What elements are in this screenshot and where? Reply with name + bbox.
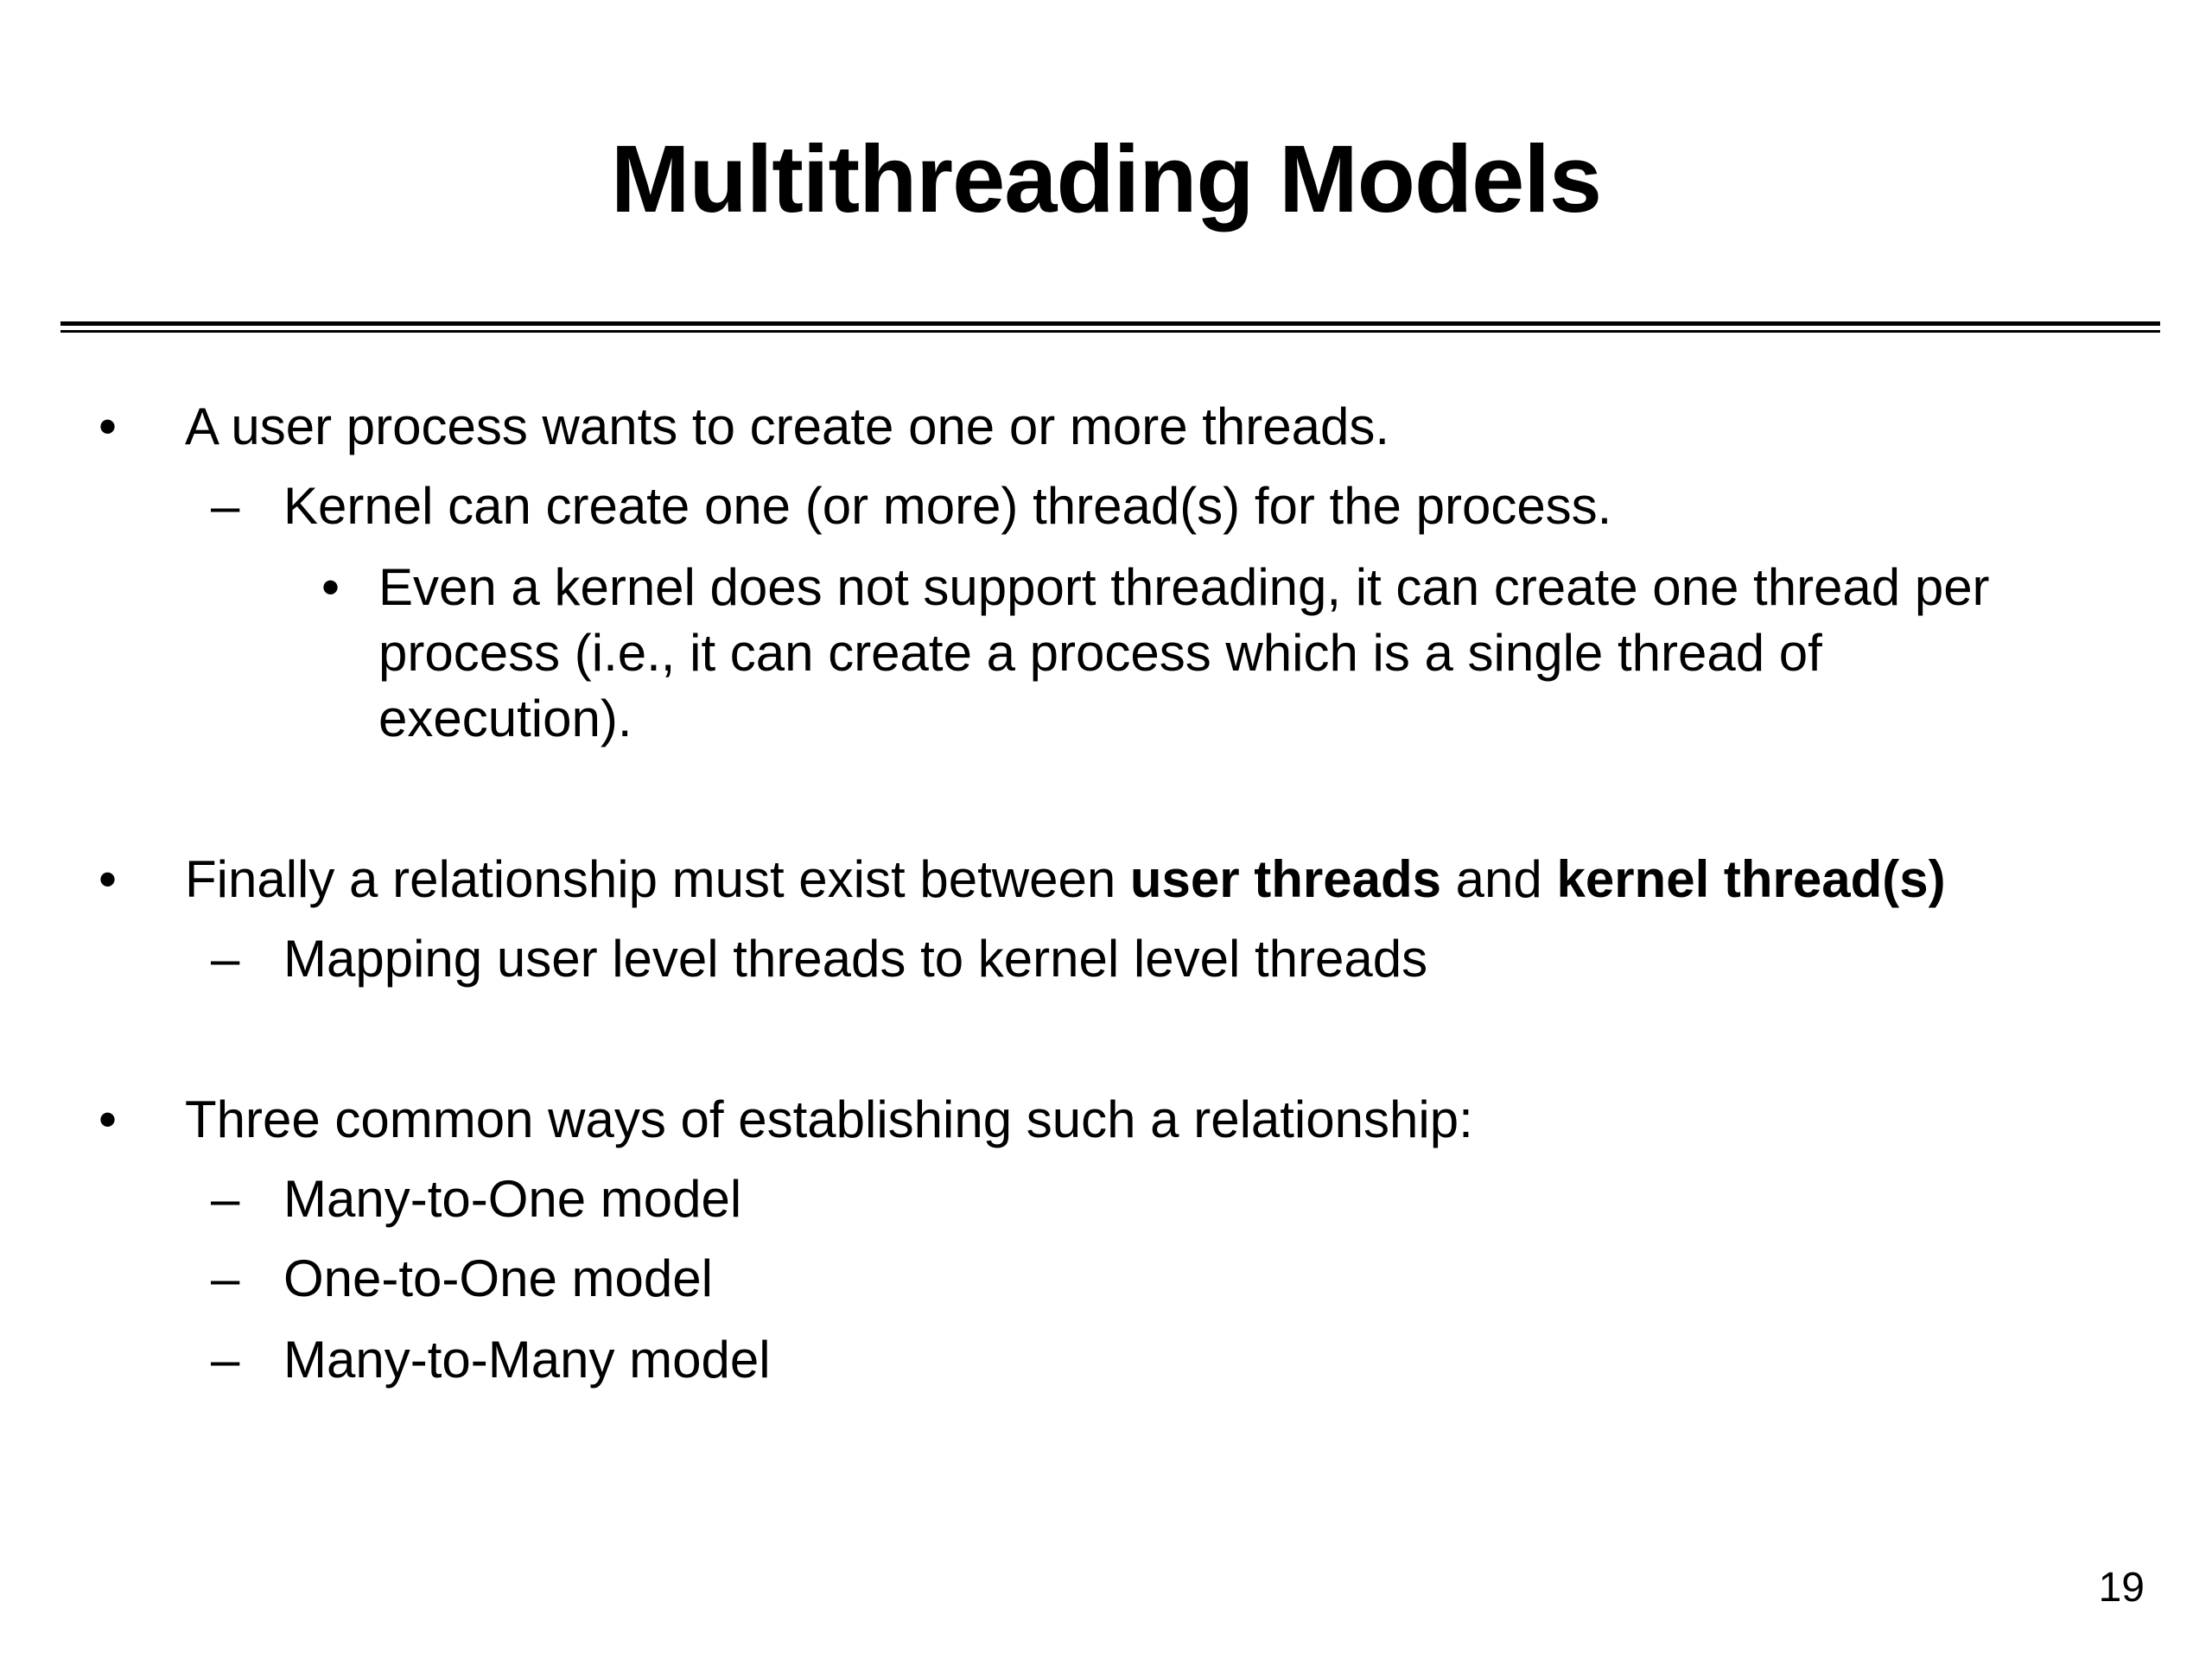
dash-marker: – xyxy=(211,477,240,535)
bullet-1-subsub-line-2: process (i.e., it can create a process which is a single thread of xyxy=(378,624,1822,682)
bullet-1-sub-1: Kernel can create one (or more) thread(s) for the process. xyxy=(283,477,1612,535)
bullet-2-sub-1: Mapping user level threads to kernel level threads xyxy=(283,930,1428,988)
dash-marker: – xyxy=(211,1331,240,1389)
dash-marker: – xyxy=(211,930,240,988)
page-number: 19 xyxy=(2098,1565,2145,1611)
slide-title: Multithreading Models xyxy=(610,126,1602,232)
bullet-marker: • xyxy=(99,850,118,908)
model-item: One-to-One model xyxy=(283,1249,713,1307)
title-divider-top xyxy=(60,321,2160,326)
bullet-2-text-start: Finally a relationship must exist between xyxy=(185,850,1130,908)
bullet-1-subsub-line-1: Even a kernel does not support threading, it can create one thread per xyxy=(378,558,1990,616)
bullet-2-bold-user-threads: user threads xyxy=(1129,850,1442,908)
dash-marker: – xyxy=(211,1170,240,1228)
dash-marker: – xyxy=(211,1249,240,1307)
title-divider-bottom xyxy=(60,330,2160,333)
bullet-2-text-middle: and xyxy=(1441,850,1557,908)
bullet-1-subsub-line-3: execution). xyxy=(378,690,632,747)
bullet-2-bold-kernel-threads: kernel thread(s) xyxy=(1556,850,1946,908)
bullet-1-text: A user process wants to create one or more threads. xyxy=(185,397,1390,455)
bullet-3-text: Three common ways of establishing such a relationship: xyxy=(185,1090,1473,1148)
model-item: Many-to-One model xyxy=(283,1170,742,1228)
model-item: Many-to-Many model xyxy=(283,1331,771,1389)
bullet-marker: • xyxy=(99,1090,118,1148)
bullet-marker: • xyxy=(321,558,340,616)
bullet-marker: • xyxy=(99,397,118,455)
bullet-2-text xyxy=(185,847,1946,912)
